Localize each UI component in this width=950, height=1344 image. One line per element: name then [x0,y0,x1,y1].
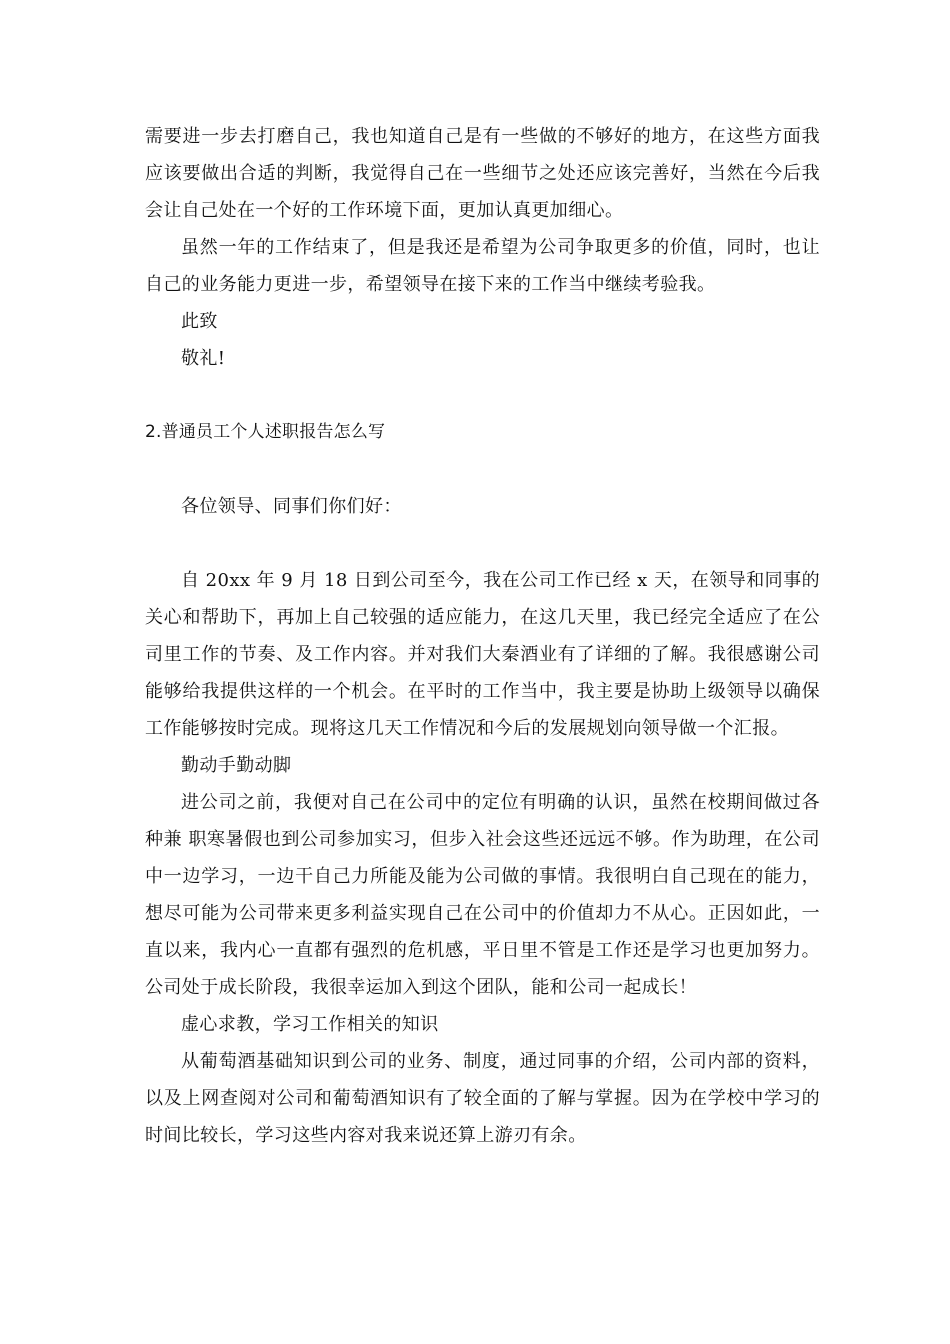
section-heading: 2.普通员工个人述职报告怎么写 [145,422,386,442]
greeting: 各位领导、同事们你们好： [181,496,402,517]
paragraph-introduction: 自 20xx 年 9 月 18 日到公司至今，我在公司工作已经 x 天，在领导和同事的关心和帮助下，再加上自己较强的适应能力，在这几天里，我已经完全适应了在公司里工作的节奏、及工作内容。并对我们大秦酒业有了详细的了解。我很感谢公司能够给我提供这样的一个机会。在平时的工作当中，我主要是协助上级领导以确保工作能够按时完成。现将这几天工作情况和今后的发展规划向领导做一个汇报。 [145,570,820,739]
subheading-hands-on: 勤动手勤动脚 [181,755,292,776]
paragraph-positioning: 进公司之前，我便对自己在公司中的定位有明确的认识，虽然在校期间做过各种兼 职寒暑假也到公司参加实习，但步入社会这些还远远不够。作为助理，在公司中一边学习，一边干自己力所能及能为公司做的事情。我很明白自己现在的能力，想尽可能为公司带来更多利益实现自己在公司中的价值却力不从心。正因如此，一直以来，我内心一直都有强烈的危机感，平日里不管是工作还是学习也更加努力。公司处于成长阶段，我很幸运加入到这个团队，能和公司一起成长！ [145,792,820,998]
paragraph-year-end-hope: 虽然一年的工作结束了，但是我还是希望为公司争取更多的价值，同时，也让自己的业务能力更进一步，希望领导在接下来的工作当中继续考验我。 [145,237,820,295]
closing-regards: 敬礼! [181,348,226,369]
subheading-learning: 虚心求教，学习工作相关的知识 [181,1014,439,1035]
paragraph-continuation: 需要进一步去打磨自己，我也知道自己是有一些做的不够好的地方，在这些方面我应该要做出合适的判断，我觉得自己在一些细节之处还应该完善好，当然在今后我会让自己处在一个好的工作环境下面，更加认真更加细心。 [145,126,820,221]
document-body [145,118,820,1154]
paragraph-knowledge: 从葡萄酒基础知识到公司的业务、制度，通过同事的介绍，公司内部的资料，以及上网查阅对公司和葡萄酒知识有了较全面的了解与掌握。因为在学校中学习的时间比较长，学习这些内容对我来说还算上游刃有余。 [145,1051,820,1146]
closing-salutation: 此致 [181,311,218,332]
